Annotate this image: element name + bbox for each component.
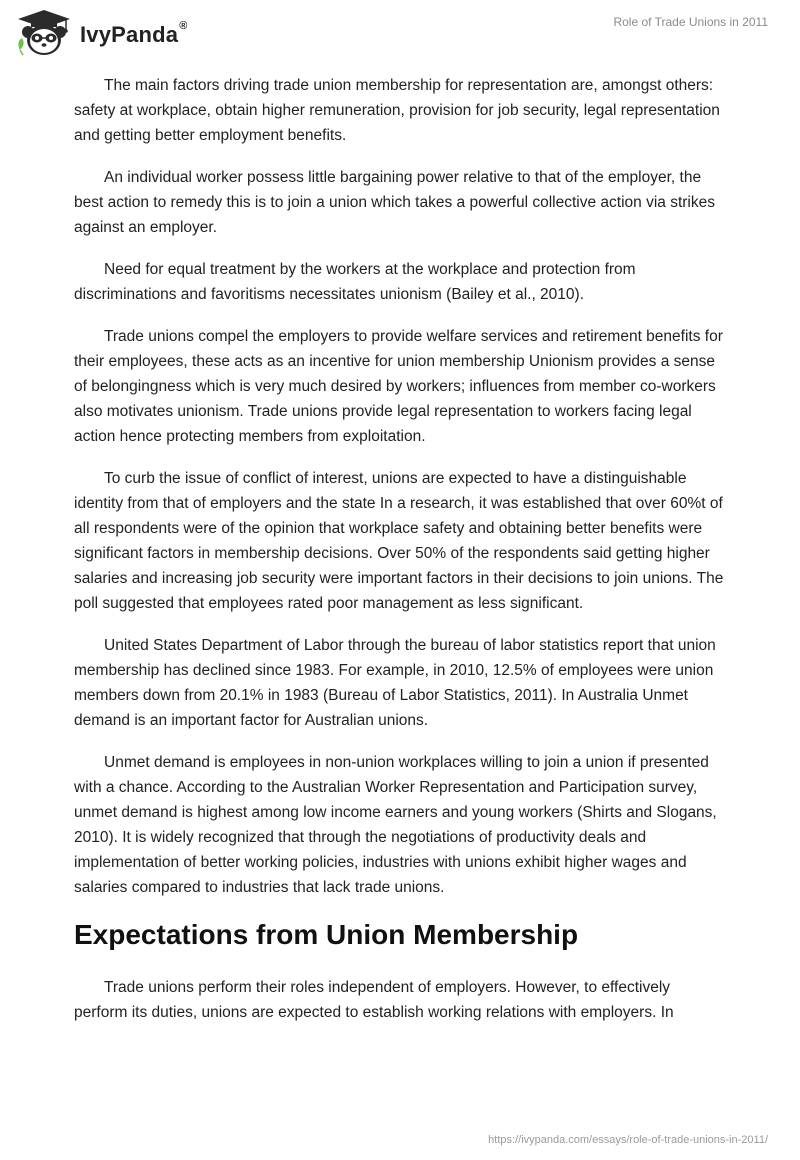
trademark-symbol: ® [179,20,188,32]
brand-logo[interactable] [14,8,204,58]
brand-name: IvyPanda® [80,20,188,47]
paragraph: To curb the issue of conflict of interest, unions are expected to have a distinguishable identity from that of employers and the state In a research, it was established that over 60%t of all respondents were of the opinion that workplace safety and obtaining better benefits were significant factors in membership decisions. Over 50% of the respondents said getting higher salaries and increasing job security were important factors in their decisions to join unions. The poll suggested that employees rated poor management as less significant. [74,470,724,612]
paragraph: Trade unions perform their roles independent of employers. However, to effectively perform its duties, unions are expected to establish working relations with employers. In [74,979,674,1021]
paragraph: Unmet demand is employees in non-union workplaces willing to join a union if presented with a chance. According to the Australian Worker Representation and Participation survey, unmet demand is highest among low income earners and young workers (Shirts and Slogans, 2010). It is widely recognized that through the negotiations of productivity deals and implementation of better working policies, industries with unions exhibit higher wages and salaries compared to industries that lack trade unions. [74,754,717,896]
section-heading: Expectations from Union Membership [74,919,579,950]
page-header [0,0,800,70]
paragraph: Trade unions compel the employers to provide welfare services and retirement benefits for their employees, these acts as an incentive for union membership Unionism provides a sense of belongingness which is very much desired by workers; influences from member co-workers also motivates unionism. Trade unions provide legal representation to workers facing legal action hence protecting members from exploitation. [74,328,723,445]
paragraph: The main factors driving trade union membership for representation are, amongst others: safety at workplace, obtain higher remuneration, provision for job security, legal representation and getting better employment benefits. [74,77,720,144]
document-title: Role of Trade Unions in 2011 [613,15,768,29]
source-url[interactable]: https://ivypanda.com/essays/role-of-trade-unions-in-2011/ [488,1134,768,1146]
panda-graduate-logo-icon [14,8,74,58]
essay-body [74,73,726,1042]
paragraph: United States Department of Labor through the bureau of labor statistics report that union membership has declined since 1983. For example, in 2010, 12.5% of employees were union members down from 20.1% in 1983 (Bureau of Labor Statistics, 2011). In Australia Unmet demand is an important factor for Australian unions. [74,637,716,729]
paragraph: An individual worker possess little bargaining power relative to that of the employer, the best action to remedy this is to join a union which takes a powerful collective action via strikes against an employer. [74,169,715,236]
paragraph: Need for equal treatment by the workers at the workplace and protection from discriminations and favoritisms necessitates unionism (Bailey et al., 2010). [74,261,636,303]
